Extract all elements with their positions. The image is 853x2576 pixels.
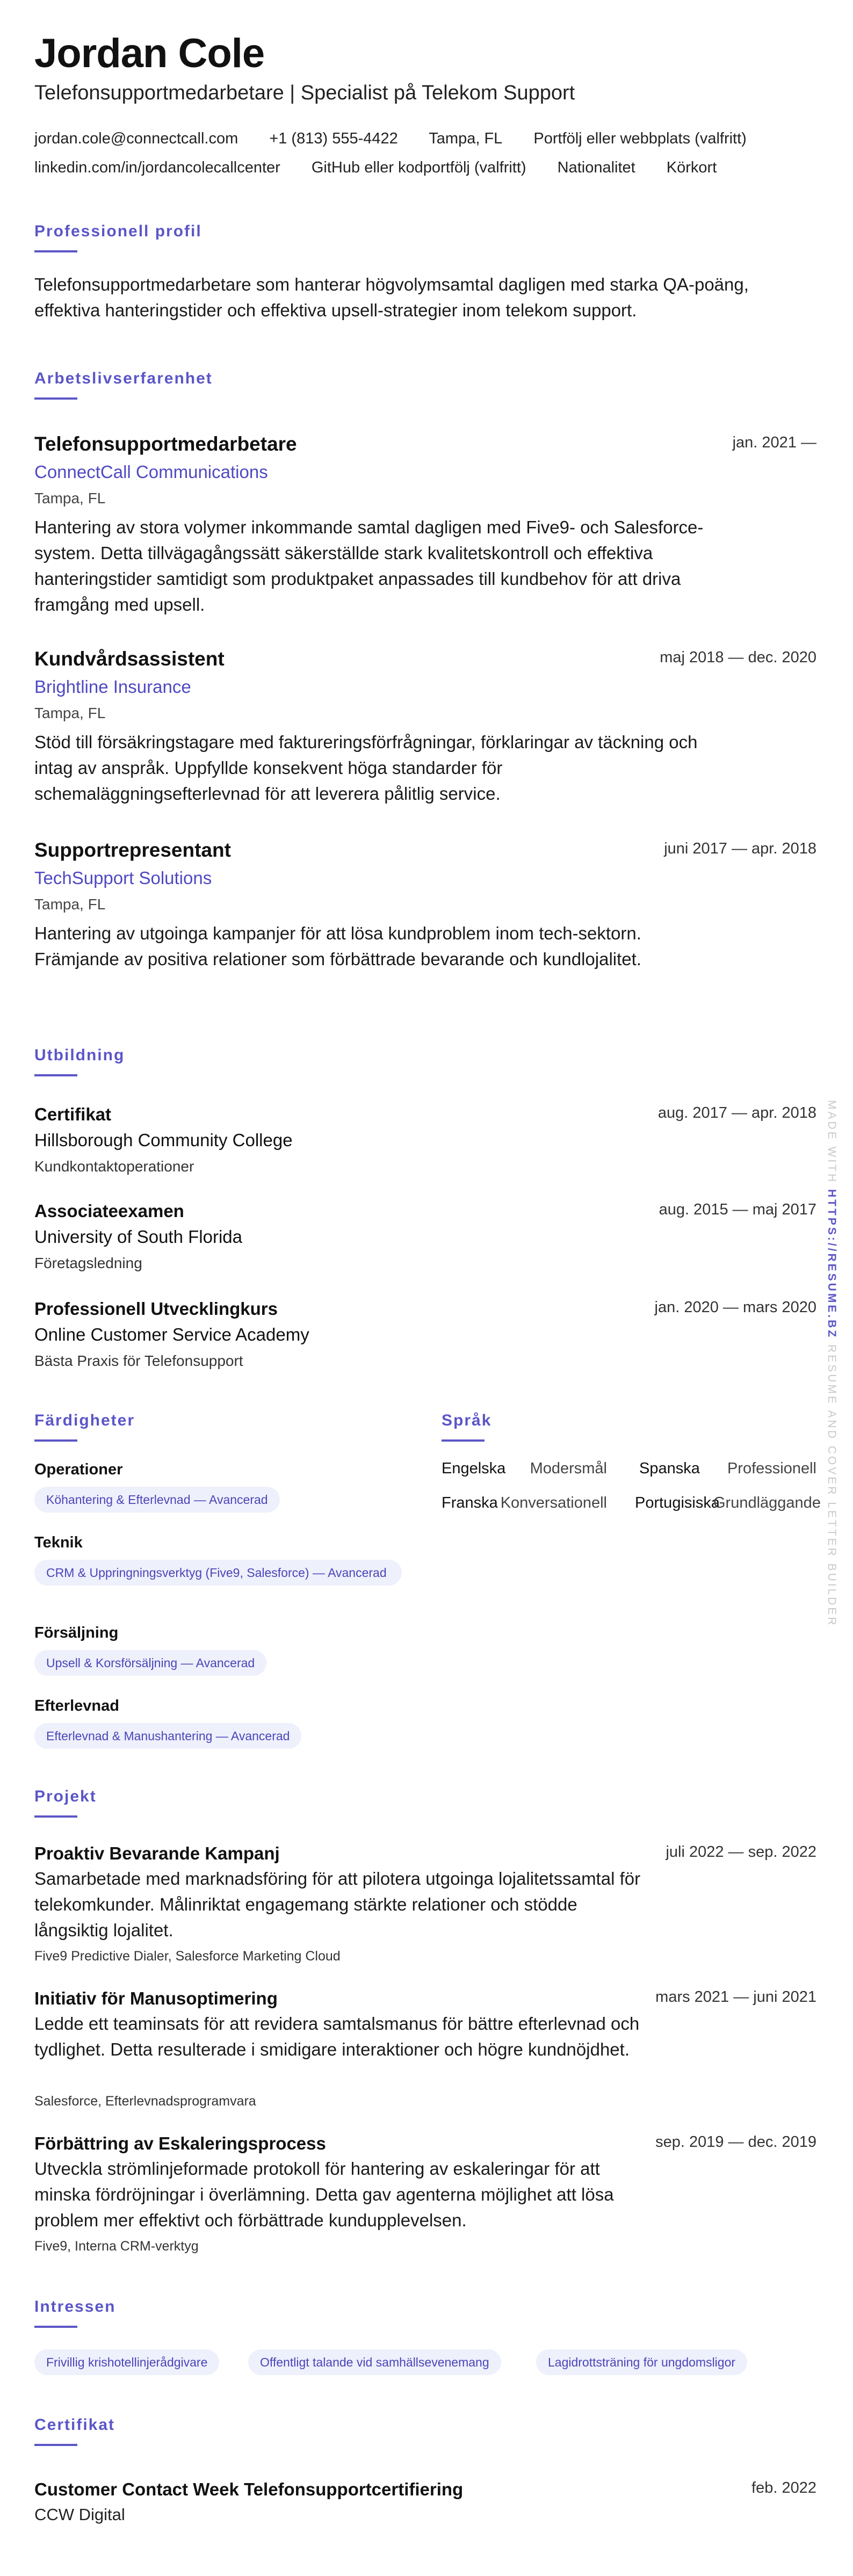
- job-location: Tampa, FL: [34, 896, 106, 913]
- project-tools: Salesforce, Efterlevnadsprogramvara: [34, 2094, 256, 2109]
- section-title-skills: Färdigheter: [34, 1412, 135, 1429]
- contact-row-2: [34, 159, 813, 177]
- language-name: Engelska: [442, 1460, 506, 1477]
- github-link[interactable]: GitHub eller kodportfölj (valfritt): [311, 159, 526, 176]
- job-title: Kundvårdsassistent: [34, 648, 225, 670]
- job-location: Tampa, FL: [34, 490, 106, 506]
- email-link[interactable]: jordan.cole@connectcall.com: [34, 130, 238, 147]
- project-tools: Five9, Interna CRM-verktyg: [34, 2239, 199, 2254]
- language-level: Konversationell: [500, 1494, 607, 1511]
- watermark-link[interactable]: HTTPS://RESUME.BZ: [826, 1189, 838, 1340]
- contact-row-1: [34, 130, 813, 148]
- linkedin-link[interactable]: linkedin.com/in/jordancolecallcenter: [34, 159, 280, 176]
- section-divider: [34, 250, 77, 252]
- project-date: mars 2021 — juni 2021: [655, 1988, 816, 2006]
- builder-watermark: [825, 1100, 838, 1627]
- profile-summary: Telefonsupportmedarbetare som hanterar högvolymsamtal dagligen med starka QA-poäng, effektiva hanteringstider och effektiva upsell-strategier inom telekom support.: [34, 274, 749, 320]
- skill-pill: Upsell & Korsförsäljning — Avancerad: [34, 1650, 266, 1676]
- job-description: Stöd till försäkringstagare med faktureringsförfrågningar, förklaringar av täckning och intag av anspråk. Uppfyllde konsekvent höga standarder för schemaläggningsefterlevnad för att leverera pålitlig service.: [34, 732, 698, 804]
- phone-text: +1 (813) 555-4422: [269, 130, 398, 147]
- job-title: Telefonsupportmedarbetare: [34, 433, 297, 455]
- education-date: aug. 2017 — apr. 2018: [657, 1104, 816, 1121]
- job-company: ConnectCall Communications: [34, 462, 268, 482]
- section-divider: [34, 2444, 77, 2446]
- watermark-prefix: MADE WITH: [826, 1100, 838, 1184]
- project-title: Förbättring av Eskaleringsprocess: [34, 2133, 326, 2153]
- education-field: Bästa Praxis för Telefonsupport: [34, 1352, 243, 1369]
- project-date: sep. 2019 — dec. 2019: [655, 2133, 816, 2151]
- skill-pill: Efterlevnad & Manushantering — Avancerad: [34, 1723, 301, 1749]
- certification-issuer: CCW Digital: [34, 2505, 125, 2524]
- license-text: Körkort: [666, 159, 717, 176]
- section-title-profile: Professionell profil: [34, 222, 202, 240]
- interest-pill: Offentligt talande vid samhällsevenemang: [248, 2349, 501, 2375]
- job-description: Hantering av stora volymer inkommande samtal dagligen med Five9- och Salesforce-system. Detta tillvägagångssätt säkerställde stark kvalitetskontroll och effektiva hanteringstider samtidigt som produktpaket anpassades till kundbehov för att driva framgång med upsell.: [34, 517, 704, 614]
- language-name: Portugisiska: [635, 1494, 720, 1511]
- project-description: Ledde ett teaminsats för att revidera samtalsmanus för bättre efterlevnad och tydlighet. Detta resulterade i smidigare interaktioner och högre kundnöjdhet.: [34, 2014, 640, 2059]
- job-date: juni 2017 — apr. 2018: [664, 840, 816, 857]
- section-divider: [34, 2326, 77, 2328]
- skill-pill: CRM & Uppringningsverktyg (Five9, Salesforce) — Avancerad: [34, 1560, 402, 1586]
- section-title-languages: Språk: [442, 1412, 492, 1429]
- location-text: Tampa, FL: [429, 130, 503, 147]
- section-divider: [34, 397, 77, 400]
- candidate-headline: Telefonsupportmedarbetare | Specialist på Telekom Support: [34, 82, 575, 104]
- project-tools: Five9 Predictive Dialer, Salesforce Marketing Cloud: [34, 1949, 341, 1964]
- job-company: Brightline Insurance: [34, 677, 191, 697]
- section-title-interests: Intressen: [34, 2298, 116, 2315]
- education-school: Hillsborough Community College: [34, 1130, 293, 1150]
- project-title: Initiativ för Manusoptimering: [34, 1988, 278, 2008]
- job-date: maj 2018 — dec. 2020: [660, 649, 816, 666]
- section-divider: [34, 1439, 77, 1442]
- watermark-suffix: RESUME AND COVER LETTER BUILDER: [826, 1344, 838, 1627]
- language-level: Professionell: [727, 1460, 816, 1477]
- language-level: Grundläggande: [713, 1494, 821, 1511]
- education-date: aug. 2015 — maj 2017: [659, 1201, 816, 1218]
- skill-category: Försäljning: [34, 1624, 119, 1641]
- job-date: jan. 2021 —: [732, 434, 816, 451]
- project-description: Samarbetade med marknadsföring för att pilotera utgoinga lojalitetssamtal för telekomkunder. Målinriktat engagemang stärkte relationer och stödde långsiktig lojalitet.: [34, 1869, 641, 1940]
- job-title: Supportrepresentant: [34, 839, 231, 861]
- skill-category: Efterlevnad: [34, 1697, 119, 1714]
- section-title-education: Utbildning: [34, 1046, 125, 1064]
- education-degree: Certifikat: [34, 1104, 112, 1124]
- language-name: Spanska: [639, 1460, 700, 1477]
- skill-category: Teknik: [34, 1534, 83, 1551]
- skill-pill: Köhantering & Efterlevnad — Avancerad: [34, 1487, 280, 1513]
- section-divider: [442, 1439, 485, 1442]
- language-level: Modersmål: [530, 1460, 607, 1477]
- section-title-projects: Projekt: [34, 1788, 97, 1805]
- job-company: TechSupport Solutions: [34, 868, 212, 888]
- education-degree: Professionell Utvecklingkurs: [34, 1299, 278, 1319]
- education-school: Online Customer Service Academy: [34, 1325, 309, 1344]
- education-school: University of South Florida: [34, 1227, 242, 1247]
- skill-category: Operationer: [34, 1461, 123, 1478]
- nationality-text: Nationalitet: [557, 159, 635, 176]
- section-title-certifications: Certifikat: [34, 2416, 115, 2434]
- interest-pill: Lagidrottsträning för ungdomsligor: [536, 2349, 747, 2375]
- interest-pill: Frivillig krishotellinjerådgivare: [34, 2349, 219, 2375]
- project-date: juli 2022 — sep. 2022: [666, 1843, 816, 1861]
- portfolio-link[interactable]: Portfölj eller webbplats (valfritt): [533, 130, 747, 147]
- candidate-name: Jordan Cole: [34, 31, 265, 76]
- education-date: jan. 2020 — mars 2020: [654, 1299, 816, 1316]
- certification-date: feb. 2022: [751, 2479, 816, 2497]
- job-location: Tampa, FL: [34, 705, 106, 721]
- section-title-experience: Arbetslivserfarenhet: [34, 370, 213, 387]
- education-degree: Associateexamen: [34, 1201, 184, 1221]
- certification-title: Customer Contact Week Telefonsupportcertifiering: [34, 2479, 464, 2499]
- language-name: Franska: [442, 1494, 498, 1511]
- education-field: Kundkontaktoperationer: [34, 1158, 194, 1175]
- education-field: Företagsledning: [34, 1255, 142, 1271]
- project-description: Utveckla strömlinjeformade protokoll för hantering av eskaleringar för att minska fördröjningar i överlämning. Detta gav agenterna möjlighet att lösa problem mer effektivt och förbättrade kundupplevelsen.: [34, 2159, 614, 2230]
- section-divider: [34, 1074, 77, 1076]
- project-title: Proaktiv Bevarande Kampanj: [34, 1843, 280, 1863]
- section-divider: [34, 1815, 77, 1818]
- job-description: Hantering av utgoinga kampanjer för att lösa kundproblem inom tech-sektorn. Främjande av positiva relationer som förbättrade bevarande och kundlojalitet.: [34, 923, 641, 969]
